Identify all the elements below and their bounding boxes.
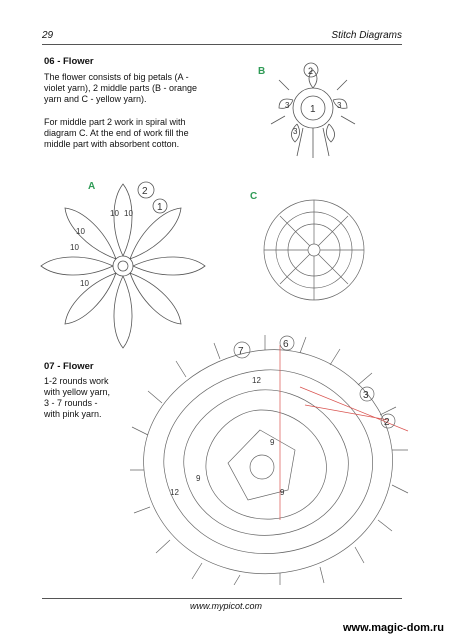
diagram-a-round-2: 2: [142, 186, 148, 197]
diagram-a-count: 10: [70, 243, 79, 252]
round-5-outline: [184, 390, 349, 536]
diagram-a-label: A: [88, 181, 96, 192]
diagram-a-center: [118, 261, 128, 271]
diagram-b-petal: [326, 124, 334, 142]
diagram-a: [40, 178, 210, 358]
description-line: The flower consists of big petals (A -: [44, 72, 189, 82]
diagram-a-petal: [133, 257, 205, 275]
instruction-line: For middle part 2 work in spiral with: [44, 117, 186, 127]
stitch-lines: [130, 335, 408, 585]
round-4-outline: [206, 410, 327, 519]
stitch-count: 9: [280, 488, 285, 497]
diagram-b-count: 3: [285, 101, 290, 110]
diagram-b-count: 3: [337, 101, 342, 110]
description-line: violet yarn), 2 middle parts (B - orange: [44, 83, 198, 93]
page-number: 29: [42, 30, 54, 41]
diagram-a-round-1: 1: [157, 202, 163, 213]
description-line: with yellow yarn,: [44, 387, 111, 397]
diagram-a-count: 10: [80, 279, 89, 288]
round-3-outline: [228, 430, 295, 500]
round-2-label: 2: [384, 417, 390, 428]
diagram-a-count: 10: [124, 209, 133, 218]
diagram-b-round-1: 1: [310, 104, 316, 115]
instruction-line: diagram C. At the end of work fill the: [44, 128, 189, 138]
diagram-flower-07: [130, 335, 410, 585]
round-start-lines: [280, 345, 408, 520]
diagram-c-label: C: [250, 191, 258, 202]
stitch-count: 9: [196, 474, 201, 483]
diagram-b-round-2: 2: [308, 66, 314, 76]
round-7-label: 7: [238, 346, 244, 357]
description-line: 3 - 7 rounds -: [44, 398, 98, 408]
diagram-b-stitches: [297, 128, 329, 158]
diagram-a-center-ring: [113, 256, 133, 276]
section-07-description: [44, 376, 110, 420]
section-06-title: 06 - Flower: [44, 56, 94, 67]
diagram-a-petals: [41, 184, 205, 348]
stitch-count: 12: [252, 376, 261, 385]
footer-url: www.mypicot.com: [189, 601, 262, 611]
section-06-instructions: [44, 117, 189, 150]
instruction-line: middle part with absorbent cotton.: [44, 139, 180, 149]
diagram-a-count: 10: [76, 227, 85, 236]
description-line: 1-2 rounds work: [44, 376, 109, 386]
diagram-b-count: 3: [293, 127, 298, 136]
stitch-count: 12: [170, 488, 179, 497]
footer-rule: [42, 598, 402, 599]
diagram-a-count: 10: [110, 209, 119, 218]
description-line: with pink yarn.: [44, 409, 102, 419]
stitch-count: 9: [270, 438, 275, 447]
diagram-b: [255, 60, 375, 172]
diagram-c: [252, 192, 382, 307]
diagram-b-label: B: [258, 66, 266, 77]
diagram-a-petal: [114, 184, 132, 256]
diagram-a-petal: [41, 257, 113, 275]
round-7-outline: [144, 350, 393, 574]
watermark: www.magic-dom.ru: [342, 622, 444, 634]
center-ring: [250, 455, 274, 479]
section-07-title: 07 - Flower: [44, 361, 94, 372]
section-title: Stitch Diagrams: [331, 30, 402, 41]
section-06-description: [44, 72, 197, 105]
round-6-label: 6: [283, 339, 289, 350]
diagram-a-petal: [59, 267, 123, 331]
diagram-a-petal: [124, 267, 188, 331]
round-6-outline: [164, 370, 373, 554]
diagram-b-stitches: [271, 80, 355, 124]
diagram-c-spokes: [264, 200, 364, 300]
round-3-label: 3: [363, 390, 369, 401]
header-rule: [42, 44, 402, 45]
description-line: yarn and C - yellow yarn).: [44, 94, 147, 104]
